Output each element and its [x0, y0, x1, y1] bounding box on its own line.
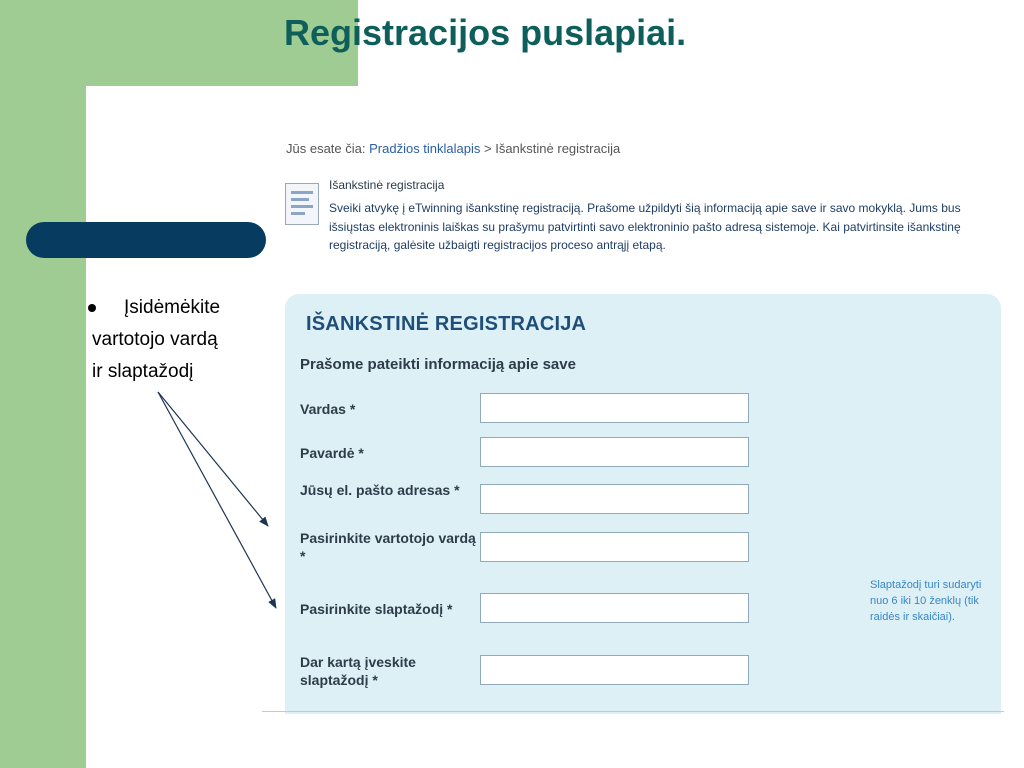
password-label: Pasirinkite slaptažodį * [300, 601, 453, 617]
form-subtitle: Prašome pateikti informaciją apie save [300, 356, 576, 373]
email-label: Jūsų el. pašto adresas * [300, 482, 460, 498]
form-title: IŠANKSTINĖ REGISTRACIJA [306, 313, 587, 335]
breadcrumb-prefix: Jūs esate čia: [286, 141, 370, 156]
first-name-input[interactable] [480, 393, 749, 423]
bullet-text-line: Įsidėmėkite [124, 297, 221, 318]
password-input[interactable] [480, 593, 749, 623]
slide-content-corner [86, 86, 146, 146]
bullet-dot-icon [88, 304, 96, 312]
confirm-password-input[interactable] [480, 655, 749, 685]
bullet-text-line: vartotojo vardą [92, 329, 218, 350]
email-input[interactable] [480, 484, 749, 514]
breadcrumb-separator: > [480, 141, 496, 156]
document-icon [285, 183, 319, 225]
arrow-to-username [158, 392, 268, 526]
last-name-label: Pavardė * [300, 445, 364, 461]
username-label: Pasirinkite vartotojo vardą * [300, 530, 476, 564]
breadcrumb [286, 136, 986, 156]
first-name-label: Vardas * [300, 401, 356, 417]
arrow-to-password [158, 392, 276, 608]
username-input[interactable] [480, 532, 749, 562]
divider [262, 711, 1004, 712]
last-name-input[interactable] [480, 437, 749, 467]
slide-bullet [88, 292, 263, 388]
breadcrumb-home-link[interactable]: Pradžios tinklalapis [369, 141, 481, 156]
slide-title: Registracijos puslapiai. [284, 12, 687, 53]
password-hint: Slaptažodį turi sudaryti nuo 6 iki 10 ženklų (tik raidės ir skaičiai). [870, 579, 982, 623]
info-text: Sveiki atvykę į eTwinning išankstinę registraciją. Prašome užpildyti šią informaciją apie save ir savo mokyklą. Jums bus išsiųstas elektroninis laiškas su prašymu patvirtinti savo elektroninio pašto adresą sistemoje. Kai patvirtinsite išankstinę registraciją, galėsite užbaigti registracijos proceso antrąjį etapą. [329, 201, 961, 252]
slide-navy-bar [26, 222, 266, 258]
confirm-password-label: Dar kartą įveskite slaptažodį * [300, 654, 416, 688]
breadcrumb-current: Išankstinė registracija [495, 141, 621, 156]
bullet-text-line: ir slaptažodį [92, 361, 194, 382]
slide-green-sidebar [0, 0, 86, 768]
info-title: Išankstinė registracija [329, 178, 445, 192]
